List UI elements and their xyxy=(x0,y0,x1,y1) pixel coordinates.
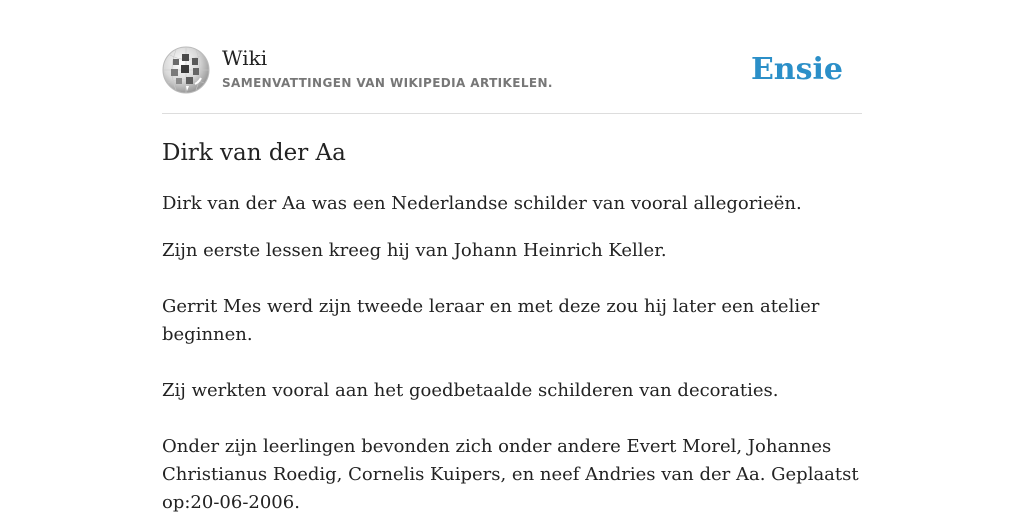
ensie-brand-link[interactable]: Ensie xyxy=(750,52,843,87)
article-paragraph: Gerrit Mes werd zijn tweede leraar en met deze zou hij later een atelier beginnen. xyxy=(162,296,820,345)
article-title: Dirk van der Aa xyxy=(162,140,346,166)
site-header xyxy=(162,40,862,114)
article-intro: Dirk van der Aa was een Nederlandse schilder van vooral allegorieën. xyxy=(162,193,802,214)
page xyxy=(162,0,862,512)
site-tagline: SAMENVATTINGEN VAN WIKIPEDIA ARTIKELEN. xyxy=(222,76,553,90)
site-name[interactable]: Wiki xyxy=(222,46,268,70)
article-paragraph: Zij werkten vooral aan het goedbetaalde schilderen van decoraties. xyxy=(162,380,779,401)
wikipedia-globe-icon[interactable] xyxy=(162,46,210,94)
article-body xyxy=(162,237,862,512)
article-paragraph: Zijn eerste lessen kreeg hij van Johann Heinrich Keller. xyxy=(162,240,667,261)
article-paragraph: Onder zijn leerlingen bevonden zich onder andere Evert Morel, Johannes Christianus Roedig, Cornelis Kuipers, en neef Andries van der Aa. Geplaatst op:20-06-2006. xyxy=(162,436,859,512)
